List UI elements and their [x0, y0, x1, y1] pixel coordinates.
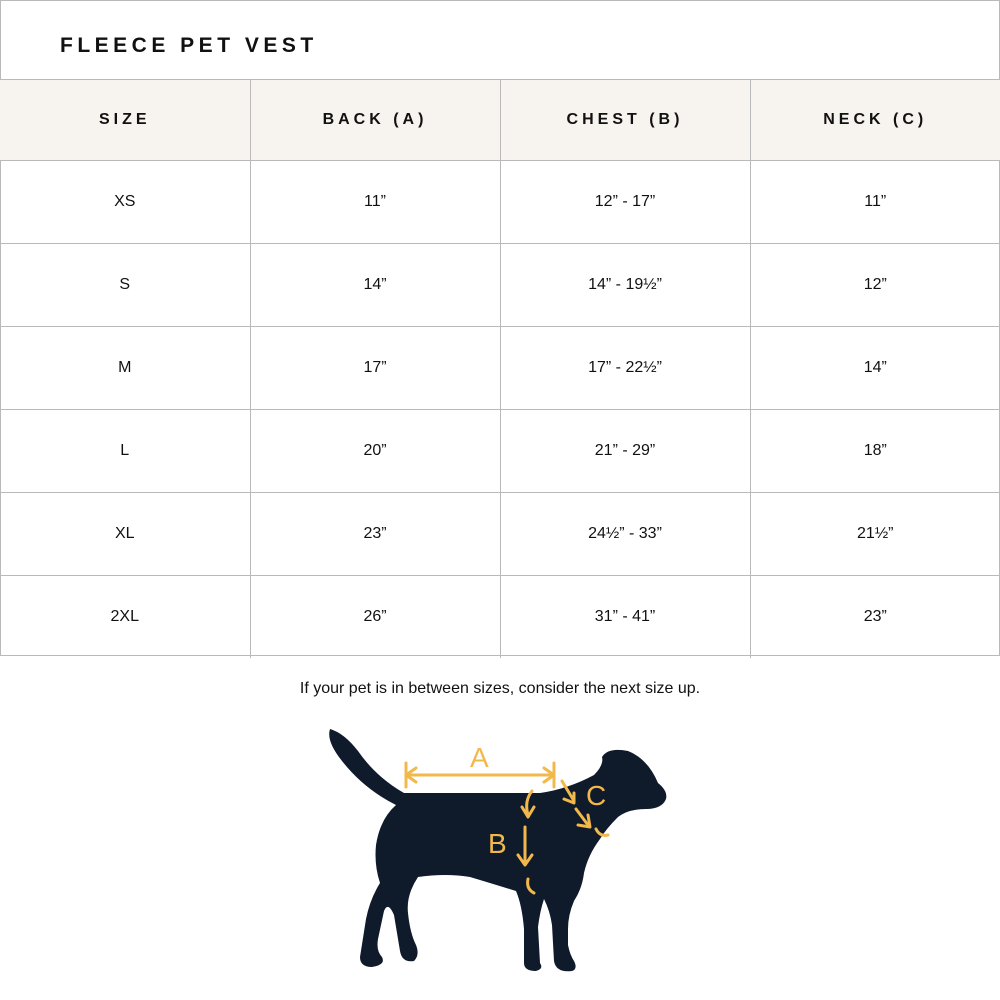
cell-chest: 14” - 19½”: [500, 244, 750, 327]
cell-chest: 24½” - 33”: [500, 493, 750, 576]
cell-size: XL: [0, 493, 250, 576]
header-back: BACK (A): [250, 80, 500, 161]
cell-back: 26”: [250, 576, 500, 659]
cell-size: M: [0, 327, 250, 410]
cell-back: 17”: [250, 327, 500, 410]
title-bar: [0, 0, 1000, 80]
table-row: [0, 244, 1000, 327]
table-row: [0, 327, 1000, 410]
table-header-row: [0, 80, 1000, 161]
table-row: [0, 493, 1000, 576]
table-row: [0, 410, 1000, 493]
cell-back: 11”: [250, 161, 500, 244]
cell-chest: 17” - 22½”: [500, 327, 750, 410]
cell-chest: 12” - 17”: [500, 161, 750, 244]
table-row: [0, 576, 1000, 659]
cell-back: 23”: [250, 493, 500, 576]
cell-size: S: [0, 244, 250, 327]
cell-back: 14”: [250, 244, 500, 327]
cell-size: 2XL: [0, 576, 250, 659]
cell-neck: 12”: [750, 244, 1000, 327]
cell-neck: 21½”: [750, 493, 1000, 576]
size-table: [0, 80, 1000, 658]
cell-size: L: [0, 410, 250, 493]
cell-neck: 14”: [750, 327, 1000, 410]
cell-neck: 11”: [750, 161, 1000, 244]
dog-measurement-diagram: [300, 715, 700, 985]
chest-label: B: [488, 828, 507, 859]
cell-neck: 18”: [750, 410, 1000, 493]
header-chest: CHEST (B): [500, 80, 750, 161]
neck-label: C: [586, 780, 607, 811]
cell-chest: 21” - 29”: [500, 410, 750, 493]
sizing-note: If your pet is in between sizes, consider the next size up.: [299, 680, 701, 697]
cell-neck: 23”: [750, 576, 1000, 659]
cell-back: 20”: [250, 410, 500, 493]
page-title: FLEECE PET VEST: [60, 34, 318, 57]
header-size: SIZE: [0, 80, 250, 161]
cell-chest: 31” - 41”: [500, 576, 750, 659]
back-label: A: [470, 742, 489, 773]
cell-size: XS: [0, 161, 250, 244]
header-neck: NECK (C): [750, 80, 1000, 161]
table-row: [0, 161, 1000, 244]
